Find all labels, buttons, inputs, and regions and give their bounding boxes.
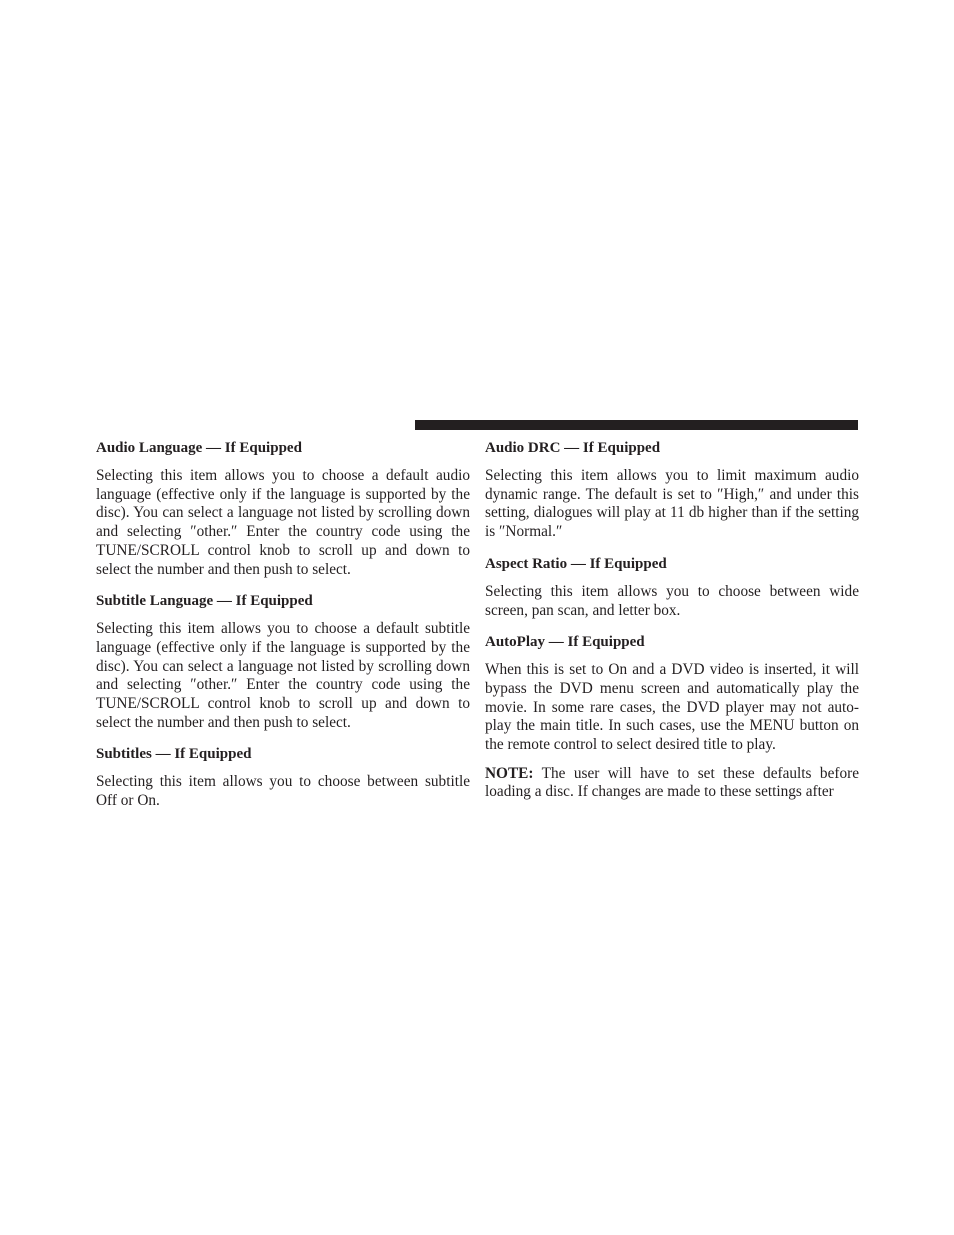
subtitle-language-text: Selecting this item allows you to choose a default subtitle language (effective only if the language is supported by the disc). You can select a language not listed by scrolling down and selecting ″other.″ Enter the country code using the TUNE/SCROLL control knob to scroll up and down to select the number and then push to select.	[96, 620, 470, 731]
audio-language-heading: Audio Language — If Equipped	[96, 440, 302, 456]
audio-drc-heading: Audio DRC — If Equipped	[485, 440, 661, 456]
note-text: The user will have to set these defaults before loading a disc. If changes are made to these settings after	[485, 764, 859, 801]
right-column	[485, 436, 859, 802]
left-column	[96, 436, 470, 811]
autoplay-heading: AutoPlay — If Equipped	[485, 634, 645, 651]
audio-drc-text: Selecting this item allows you to limit maximum audio dynamic range. The default is set to ″High,″ and under this setting, dialogues will play at 11 db higher than if the setting is ″Normal.″	[485, 467, 859, 541]
subtitles-text: Selecting this item allows you to choose between subtitle Off or On.	[96, 773, 470, 810]
section-header-bar	[415, 420, 858, 430]
note-paragraph	[485, 765, 859, 802]
subtitle-language-heading: Subtitle Language — If Equipped	[96, 593, 313, 610]
audio-language-text: Selecting this item allows you to choose a default audio language (effective only if the language is supported by the disc). You can select a language not listed by scrolling down and selecting ″other.″ Enter the country code using the TUNE/SCROLL control knob to scroll up and down to select the number and then push to select.	[96, 467, 470, 578]
autoplay-text: When this is set to On and a DVD video is inserted, it will bypass the DVD menu screen and automatically play the movie. In some rare cases, the DVD player may not auto-play the main title. In such cases, use the MENU button on the remote control to select desired title to play.	[485, 661, 859, 754]
note-label: NOTE:	[485, 764, 534, 782]
aspect-ratio-heading: Aspect Ratio — If Equipped	[485, 555, 667, 572]
subtitles-heading: Subtitles — If Equipped	[96, 746, 252, 763]
aspect-ratio-text: Selecting this item allows you to choose between wide screen, pan scan, and letter box.	[485, 582, 859, 619]
